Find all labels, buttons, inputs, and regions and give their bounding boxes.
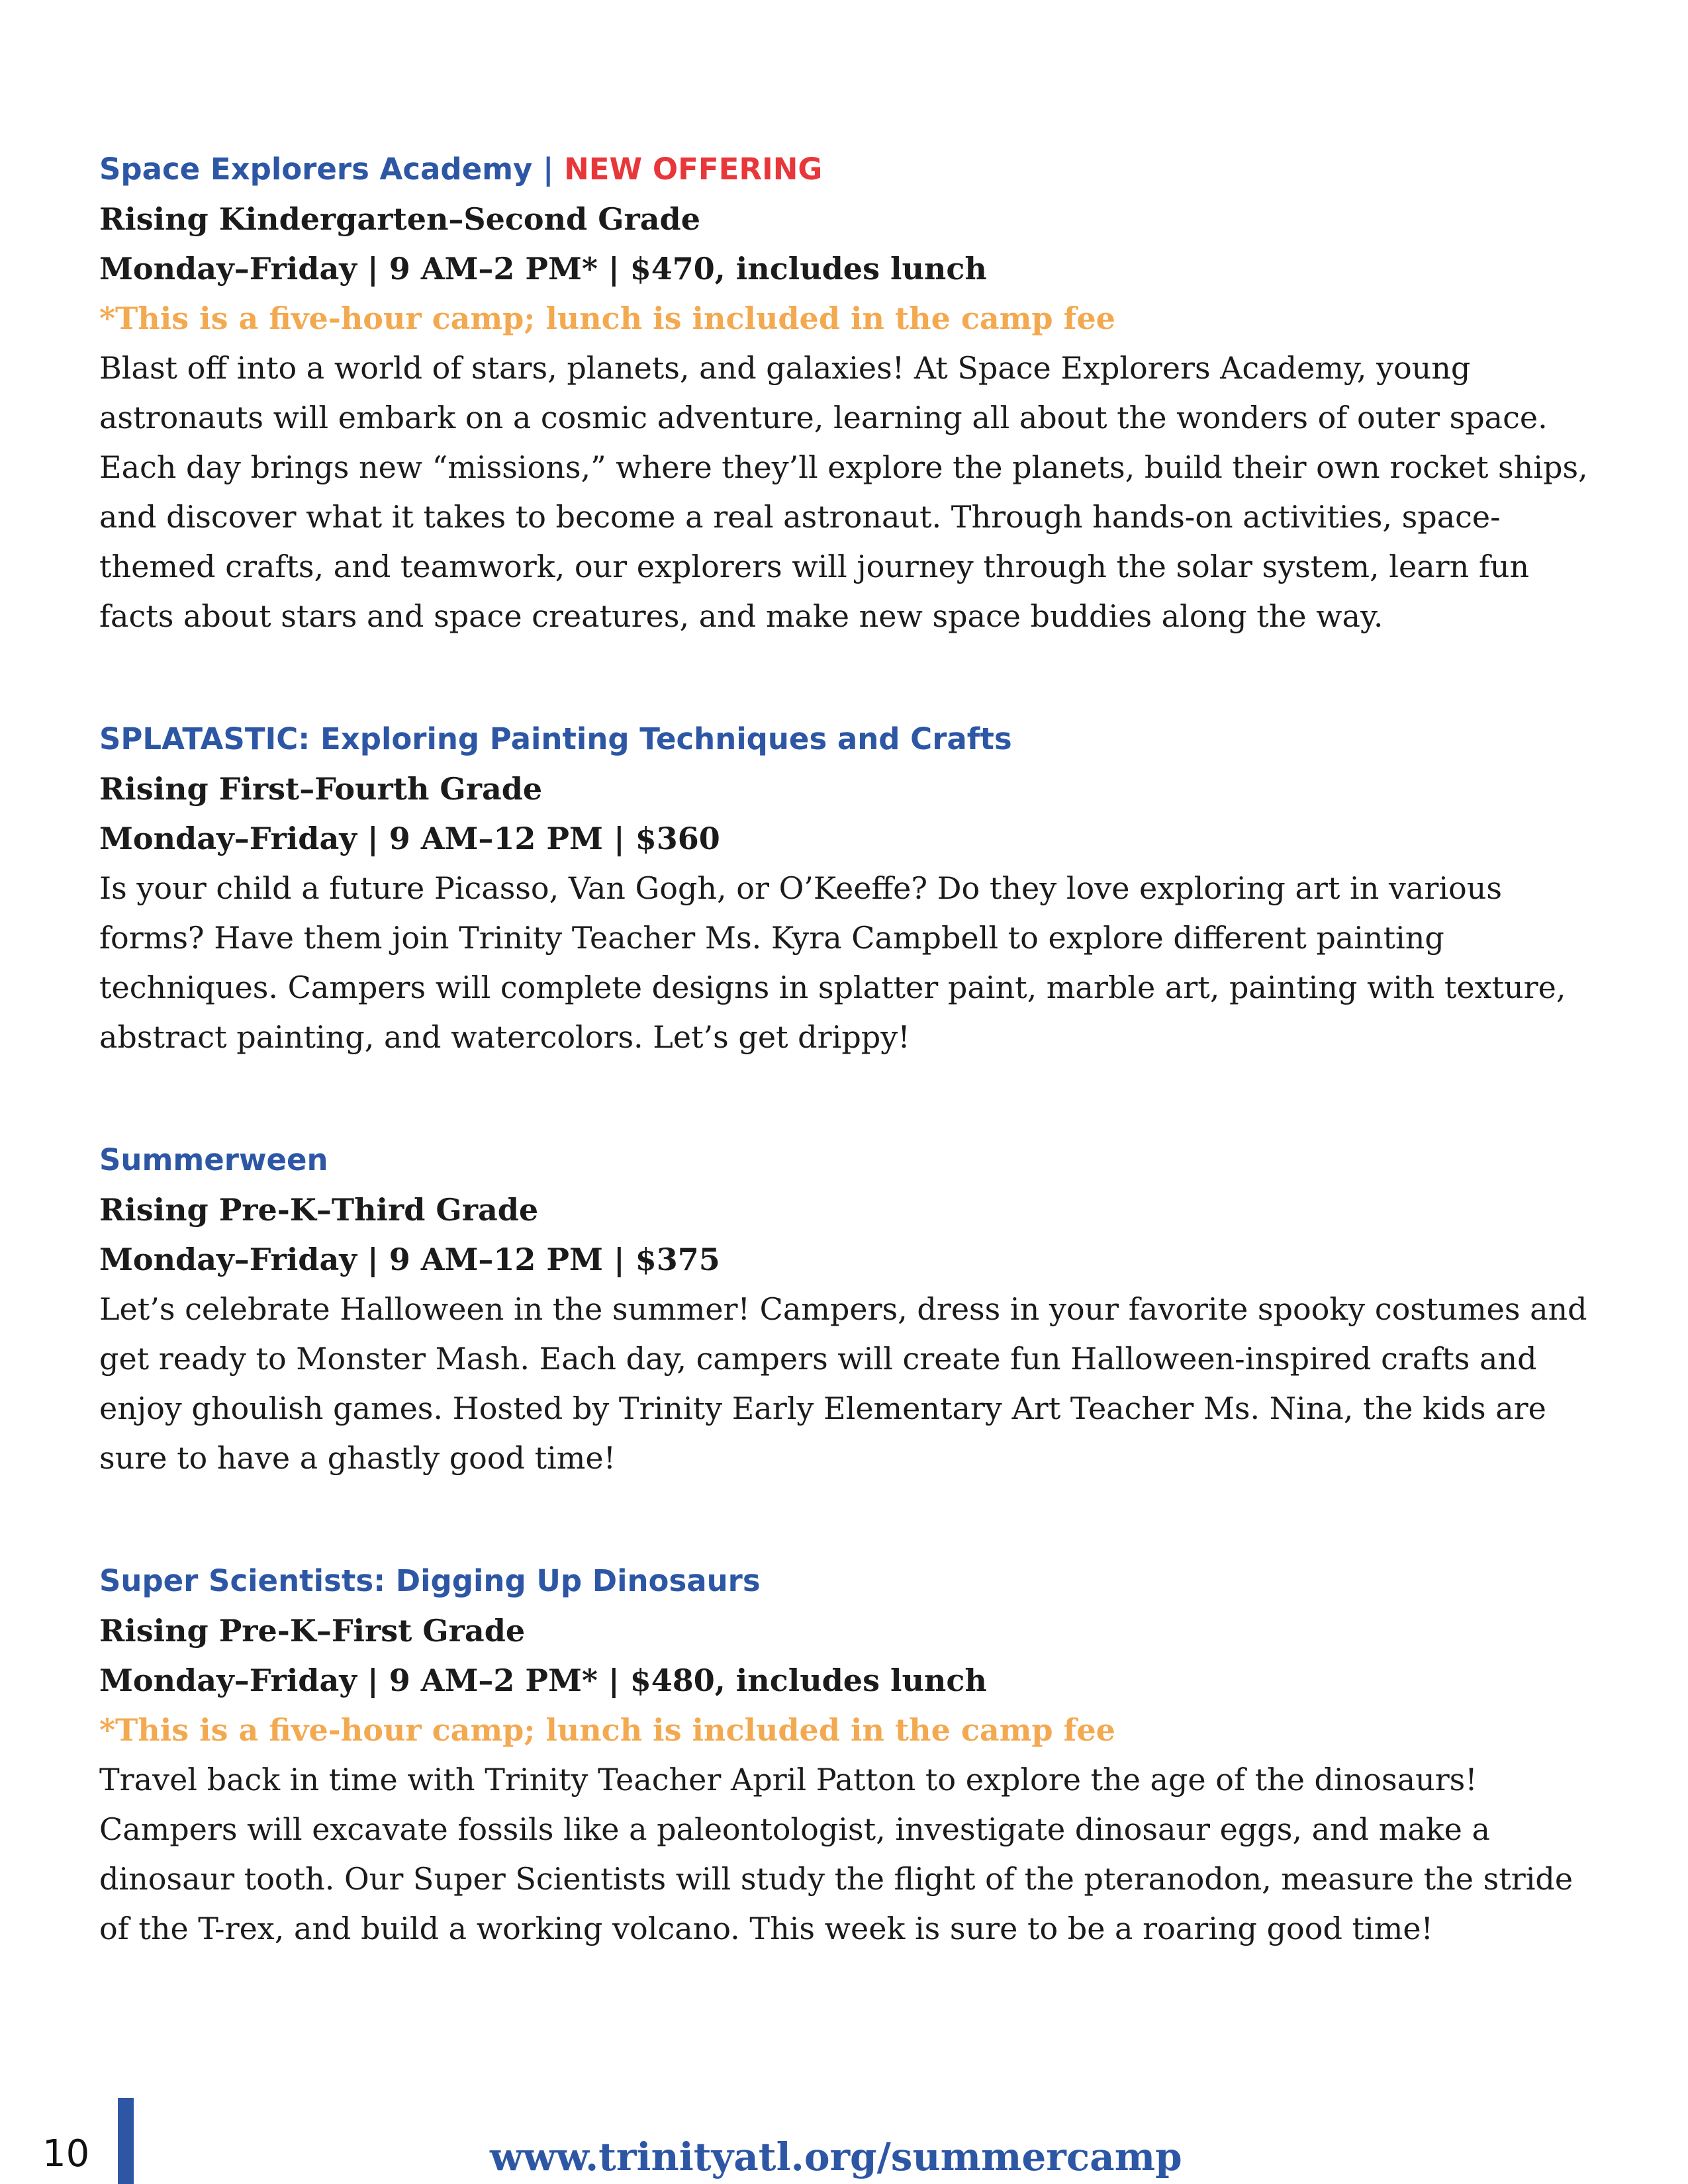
camp-description: Let’s celebrate Halloween in the summer! Campers, dress in your favorite spooky costumes and get ready to Monster Mash. Each day, campers will create fun Halloween-inspired crafts and enjoy ghoulish games. Hosted by Trinity Early Elementary Art Teacher Ms. Nina, the kids are sure to have a ghastly good time! <box>99 1291 1587 1476</box>
new-offering-badge: NEW OFFERING <box>564 152 823 187</box>
camp-title: SPLATASTIC: Exploring Painting Techniques and Crafts <box>99 721 1012 756</box>
camp-grades: Rising Pre-K–Third Grade <box>99 1192 539 1228</box>
camp-schedule: Monday–Friday | 9 AM–2 PM* | $470, includes lunch <box>99 251 987 287</box>
camp-super-scientists <box>99 1556 1595 1954</box>
camp-splatastic <box>99 714 1595 1062</box>
camp-description: Is your child a future Picasso, Van Gogh, or O’Keeffe? Do they love exploring art in various forms? Have them join Trinity Teacher Ms. Kyra Campbell to explore different painting techniques. Campers will complete designs in splatter paint, marble art, painting with texture, abstract painting, and watercolors. Let’s get drippy! <box>99 870 1566 1055</box>
camp-description: Blast off into a world of stars, planets, and galaxies! At Space Explorers Academy, young astronauts will embark on a cosmic adventure, learning all about the wonders of outer space. Each day brings new “missions,” where they’ll explore the planets, build their own rocket ships, and discover what it takes to become a real astronaut. Through hands-on activities, space-themed crafts, and teamwork, our explorers will journey through the solar system, learn fun facts about stars and space creatures, and make new space buddies along the way. <box>99 350 1588 634</box>
camp-grades: Rising Kindergarten–Second Grade <box>99 201 700 237</box>
camp-title: Super Scientists: Digging Up Dinosaurs <box>99 1563 761 1598</box>
page-number: 10 <box>42 2132 90 2175</box>
camp-space-explorers <box>99 144 1595 641</box>
camp-title <box>99 144 1595 195</box>
camp-listing <box>99 144 1595 2026</box>
camp-lunch-note: *This is a five-hour camp; lunch is included in the camp fee <box>99 1712 1115 1748</box>
footer-accent-bar <box>118 2098 134 2184</box>
camp-summerween <box>99 1135 1595 1483</box>
camp-grades: Rising Pre-K–First Grade <box>99 1613 526 1649</box>
camp-schedule: Monday–Friday | 9 AM–12 PM | $360 <box>99 821 720 856</box>
camp-schedule: Monday–Friday | 9 AM–2 PM* | $480, includes lunch <box>99 1662 987 1698</box>
camp-lunch-note: *This is a five-hour camp; lunch is included in the camp fee <box>99 300 1115 336</box>
camp-schedule: Monday–Friday | 9 AM–12 PM | $375 <box>99 1242 720 1277</box>
footer-website-link[interactable]: www.trinityatl.org/summercamp <box>490 2134 1182 2179</box>
camp-description: Travel back in time with Trinity Teacher April Patton to explore the age of the dinosaurs! Campers will excavate fossils like a paleontologist, investigate dinosaur eggs, and make a dinosaur tooth. Our Super Scientists will study the flight of the pteranodon, measure the stride of the T-rex, and build a working volcano. This week is sure to be a roaring good time! <box>99 1762 1573 1946</box>
camp-title: Summerween <box>99 1142 328 1177</box>
camp-title-text: Space Explorers Academy <box>99 152 533 187</box>
title-separator: | <box>532 152 565 187</box>
camp-grades: Rising First–Fourth Grade <box>99 771 543 807</box>
